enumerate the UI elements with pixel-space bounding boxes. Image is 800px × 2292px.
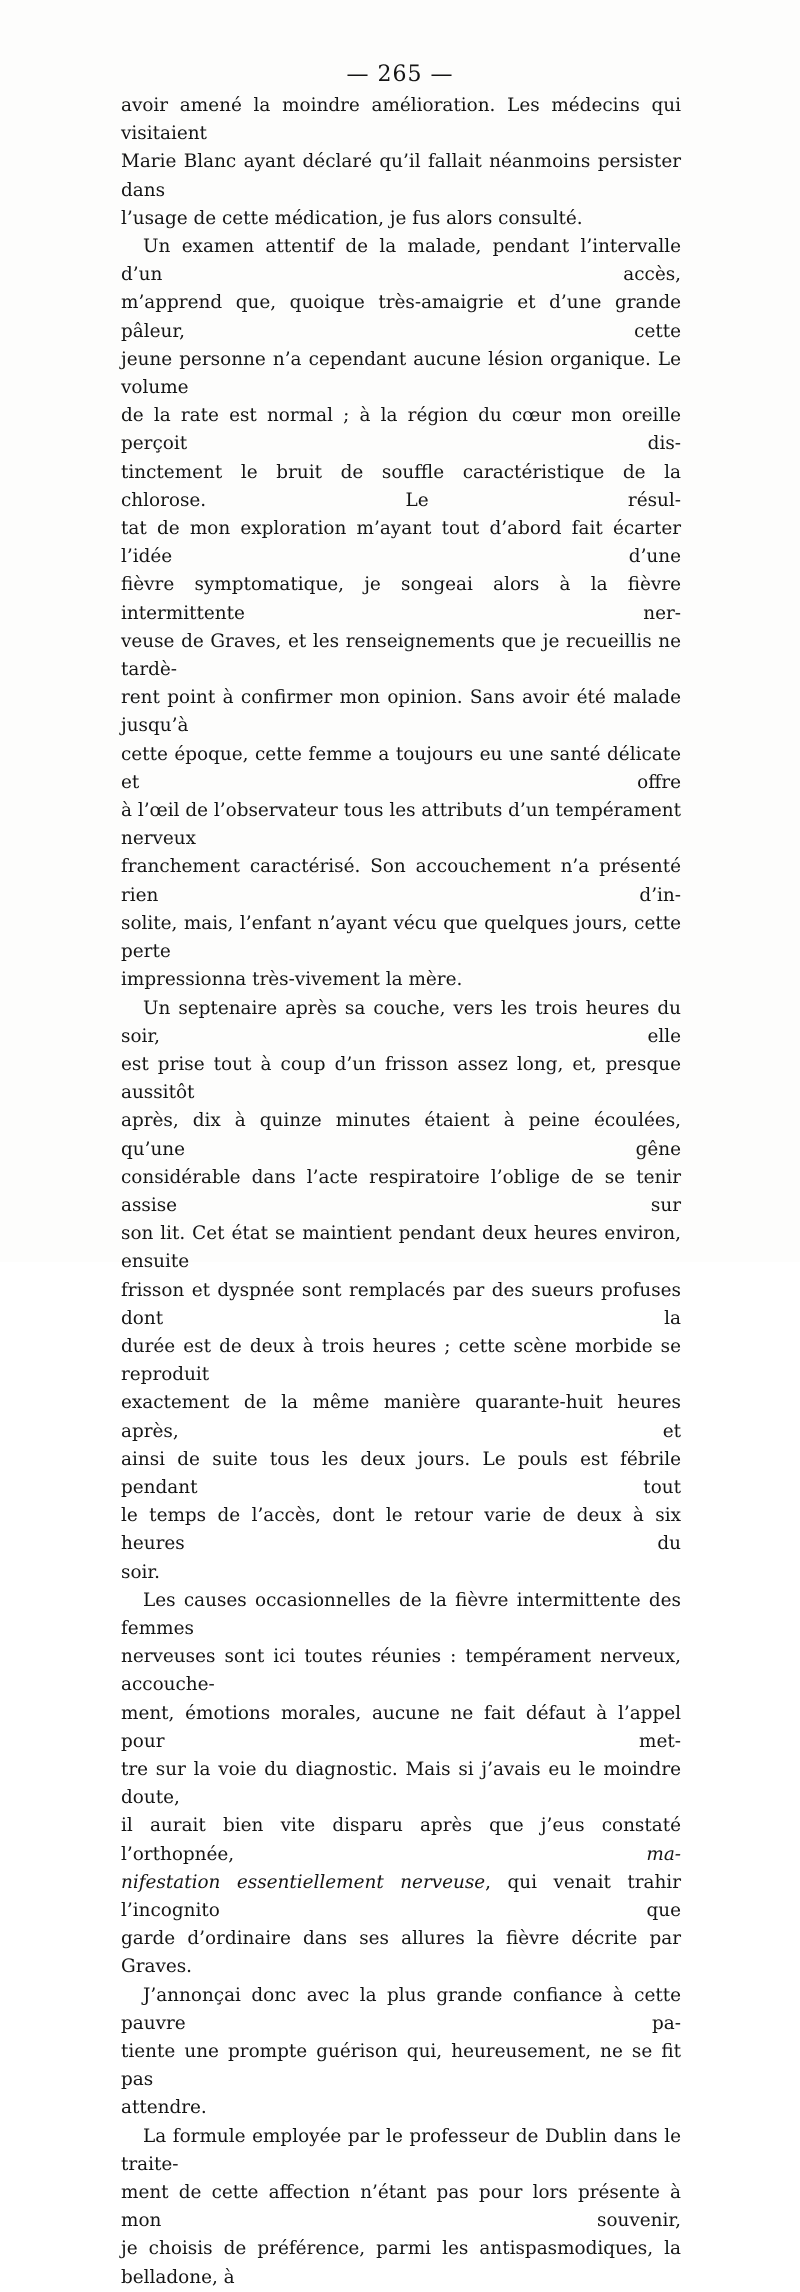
- page-number: — 265 —: [346, 62, 454, 87]
- text-line: attendre.: [121, 2097, 207, 2119]
- text-line: Les causes occasionnelles de la fièvre intermittente des femmes: [121, 1589, 681, 1639]
- text-line: jeune personne n’a cependant aucune lésion organique. Le volume: [121, 348, 681, 399]
- text-line: impressionna très-vivement la mère.: [121, 969, 463, 991]
- paragraph: [121, 995, 681, 1587]
- text-line: La formule employée par le professeur de Dublin dans le traite-: [121, 2125, 681, 2175]
- text-line: Un septenaire après sa couche, vers les trois heures du soir, elle: [121, 997, 681, 1047]
- text-line: il aurait bien vite disparu après que j’eus constaté l’orthopnée, ma-: [121, 1815, 681, 1865]
- text-line: Un examen attentif de la malade, pendant l’intervalle d’un accès,: [121, 236, 681, 286]
- text-line: Marie Blanc ayant déclaré qu’il fallait néanmoins persister dans: [121, 151, 681, 201]
- paragraph: [121, 233, 681, 994]
- text-line: de la rate est normal ; à la région du cœur mon oreille perçoit dis-: [121, 405, 681, 455]
- text-line: après, dix à quinze minutes étaient à peine écoulées, qu’une gêne: [121, 1110, 681, 1160]
- text-line: frisson et dyspnée sont remplacés par des sueurs profuses dont la: [121, 1279, 681, 1329]
- text-line: fièvre symptomatique, je songeai alors à la fièvre intermittente ner-: [121, 574, 681, 624]
- paragraph: [121, 1982, 681, 2123]
- text-line: rent point à confirmer mon opinion. Sans avoir été malade jusqu’à: [121, 687, 681, 737]
- text-line: durée est de deux à trois heures ; cette scène morbide se reproduit: [121, 1335, 681, 1386]
- text-line: tre sur la voie du diagnostic. Mais si j’avais eu le moindre doute,: [121, 1758, 681, 1809]
- text-line: tinctement le bruit de souffle caractéristique de la chlorose. Le résul-: [121, 461, 681, 511]
- text-line: est prise tout à coup d’un frisson assez long, et, presque aussitôt: [121, 1053, 681, 1104]
- text-line: veuse de Graves, et les renseignements que je recueillis ne tardè-: [121, 630, 681, 681]
- text-line: tiente une prompte guérison qui, heureusement, ne se fit pas: [121, 2041, 681, 2091]
- text-line: l’usage de cette médication, je fus alors consulté.: [121, 207, 583, 229]
- text-line: considérable dans l’acte respiratoire l’oblige de se tenir assise sur: [121, 1166, 681, 1216]
- text-line: cette époque, cette femme a toujours eu une santé délicate et offre: [121, 743, 681, 793]
- text-line: soir.: [121, 1561, 161, 1583]
- text-line: ment, émotions morales, aucune ne fait défaut à l’appel pour met-: [121, 1702, 681, 1752]
- text-line: m’apprend que, quoique très-amaigrie et d’une grande pâleur, cette: [121, 292, 681, 342]
- text-line: je choisis de préférence, parmi les antispasmodiques, la belladone, à: [121, 2238, 681, 2288]
- text-line: tat de mon exploration m’ayant tout d’abord fait écarter l’idée d’une: [121, 518, 681, 568]
- text-line: franchement caractérisé. Son accouchement n’a présenté rien d’in-: [121, 856, 681, 906]
- text-line: garde d’ordinaire dans ses allures la fièvre décrite par Graves.: [121, 1928, 681, 1978]
- text-line: le temps de l’accès, dont le retour varie de deux à six heures du: [121, 1505, 681, 1555]
- text-line: à l’œil de l’observateur tous les attributs d’un tempérament nerveux: [121, 800, 681, 850]
- paragraph: [121, 1587, 681, 1982]
- text-line: ment de cette affection n’étant pas pour lors présente à mon souvenir,: [121, 2182, 681, 2232]
- text-line: ainsi de suite tous les deux jours. Le pouls est fébrile pendant tout: [121, 1448, 681, 1498]
- body-text: [121, 92, 681, 2292]
- paragraph: [121, 92, 681, 233]
- text-line: solite, mais, l’enfant n’ayant vécu que quelques jours, cette perte: [121, 912, 681, 963]
- text-line: son lit. Cet état se maintient pendant deux heures environ, ensuite: [121, 1223, 681, 1273]
- text-line: nifestation essentiellement nerveuse, qui venait trahir l’incognito que: [121, 1871, 681, 1921]
- text-line: J’annonçai donc avec la plus grande confiance à cette pauvre pa-: [121, 1984, 681, 2034]
- text-line: nerveuses sont ici toutes réunies : tempérament nerveux, accouche-: [121, 1646, 681, 1696]
- text-line: avoir amené la moindre amélioration. Les médecins qui visitaient: [121, 95, 681, 145]
- paragraph: [121, 2123, 681, 2292]
- text-line: exactement de la même manière quarante-huit heures après, et: [121, 1392, 681, 1442]
